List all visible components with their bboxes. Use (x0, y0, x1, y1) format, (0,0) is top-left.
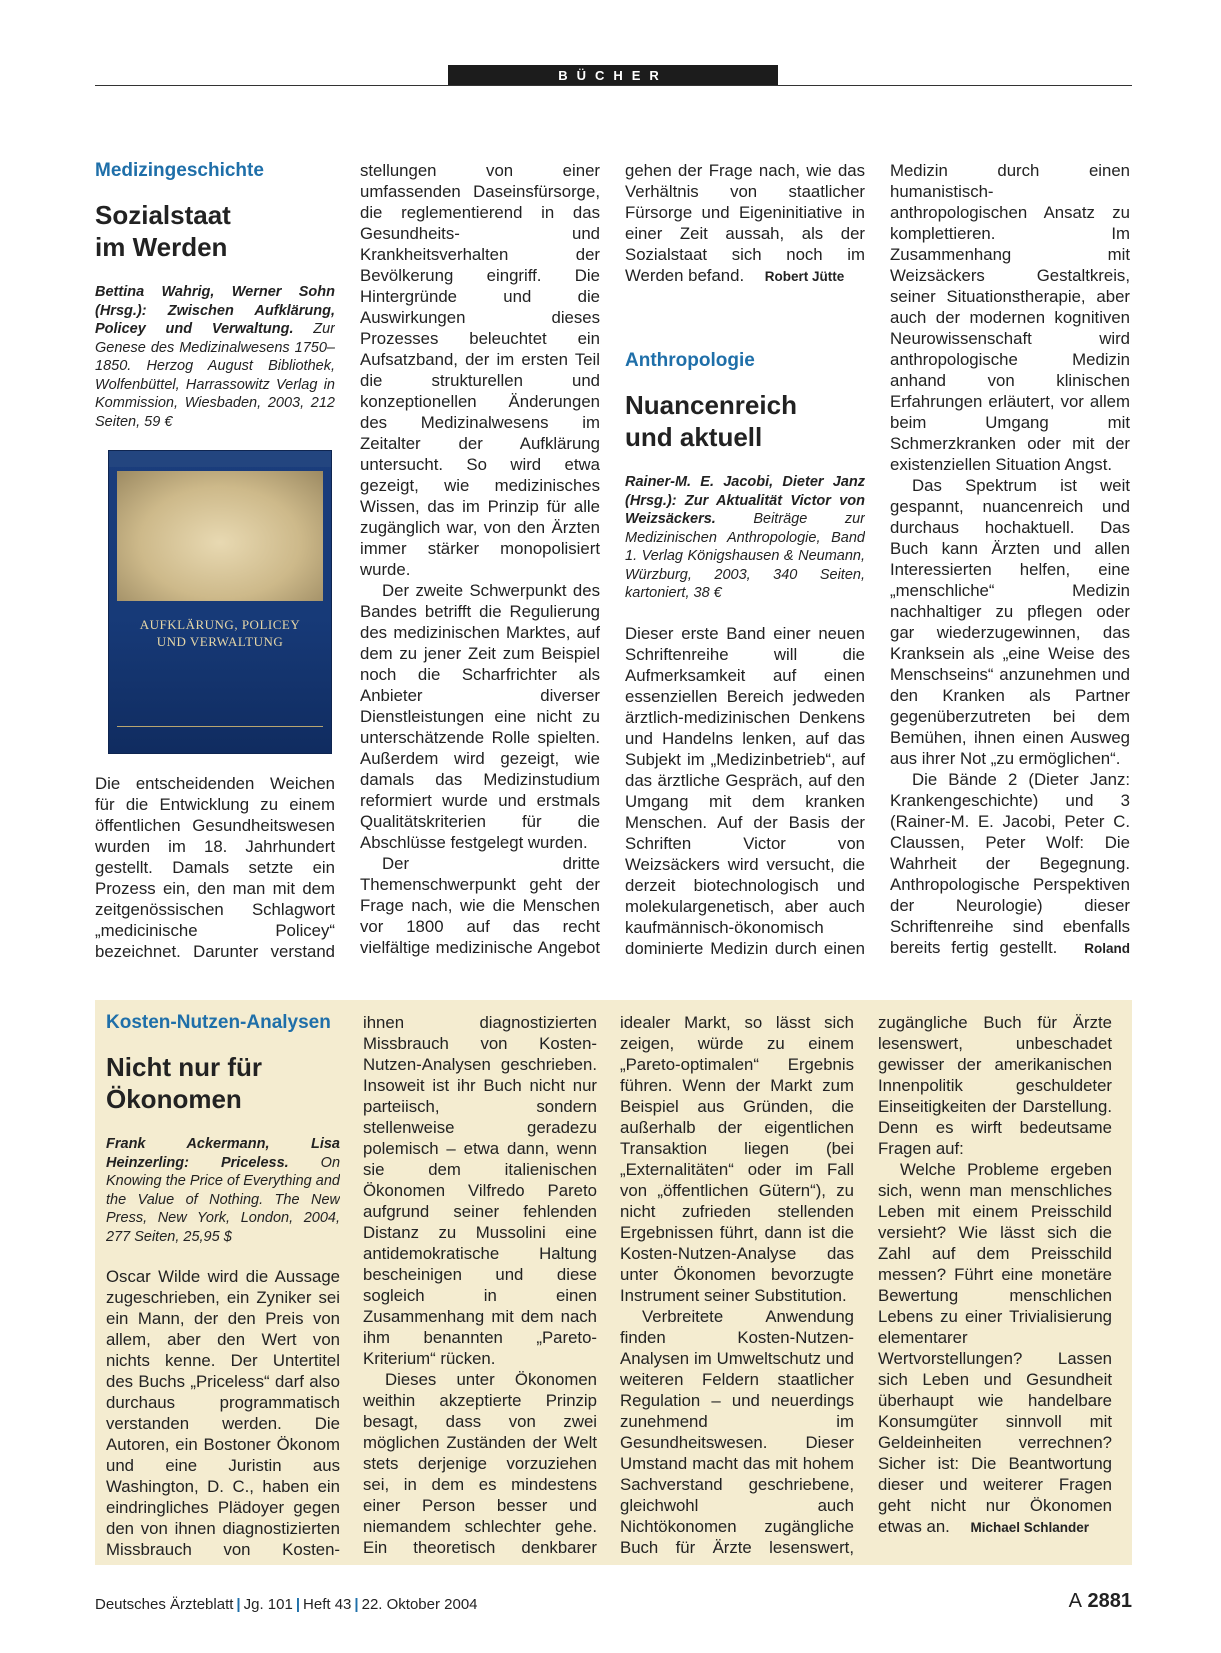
article3-title: Nicht nur für Ökonomen (106, 1052, 262, 1114)
article2-title: Nuancenreich und aktuell (625, 390, 797, 452)
article3-kicker: Kosten-Nutzen-Analysen (106, 1012, 331, 1033)
article3-paragraph: Welche Probleme ergeben sich, wenn man menschliches Leben mit einem Preisschild versieht? Wie lässt sich die Zahl auf dem Preisschild messen? Führt eine monetäre Bewertung menschlichen Lebens zu einer Trivialisierung elementarer Wertvorstellungen? Lassen sich Leben und Gesundheit überhaupt wie handelbare Konsumgüter sinnvoll mit Geldeinheiten verrechnen? Sicher ist: Die Beantwortung dieser und weiterer Fragen geht nicht nur Ökonomen etwas an. Michael Schlander (878, 1160, 1112, 1536)
article2-bibliography: Rainer-M. E. Jacobi, Dieter Janz (Hrsg.): Zur Aktualität Victor von Weizsäckers. Beiträge zur Medizinischen Anthropologie, Band 1. Verlag Königshausen & Neumann, Würzburg, 2003, 340 Seiten, kartoniert, 38 € (625, 474, 865, 601)
article3-paragraph: Oscar Wilde wird die Aussage zugeschrieben, ein Zyniker sei ein Mann, der den Preis von allem, aber den Wert von nichts kenne. Der Untertitel des Buchs „Priceless“ darf also durchaus programmatisch verstanden werden. Die Autoren, ein Bostoner Ökonom und eine Juristin aus Washington, D. C., haben ein eindringliches Plädoyer gegen den von ihnen diagnostizierten Missbrauch von Kosten- (106, 1267, 340, 1557)
article3-bibliography: Frank Ackermann, Lisa Heinzerling: Priceless. On Knowing the Price of Everything and the Value of Nothing. The New Press, New York, London, 2004, 277 Seiten, 25,95 $ (106, 1136, 340, 1245)
article3-column4 (878, 1012, 1112, 1557)
article1-column1 (95, 160, 335, 960)
cover-illustration (117, 471, 323, 601)
article3-paragraph: ihnen diagnostizierten Missbrauch von Kosten-Nutzen-Analysen geschrieben. Insoweit ist ihr Buch nicht nur parteiisch, sondern stellenweise geradezu polemisch – etwa dann, wenn sie dem italienischen Ökonomen Vilfredo Pareto aufgrund seiner fehlenden Distanz zu Mussolini eine antidemokratische Haltung bescheinigen und diese sogleich in einen Zusammenhang mit dem nach ihm benannten „Pareto-Kriterium“ rücken. (363, 1013, 597, 1368)
article1-column2 (360, 160, 600, 960)
article1-title: Sozialstaat im Werden (95, 200, 231, 262)
journal-volume: Jg. 101 (243, 1596, 293, 1613)
cover-band (109, 451, 331, 467)
page-footer (95, 1590, 1132, 1620)
article1-bibliography: Bettina Wahrig, Werner Sohn (Hrsg.): Zwischen Aufklärung, Policey und Verwaltung. Zur Genese des Medizinalwesens 1750–1850. Herzog August Bibliothek, Wolfenbüttel, Harrassowitz Verlag in Kommission, Wiesbaden, 2003, 212 Seiten, 59 € (95, 284, 335, 430)
article3-column2 (363, 1012, 597, 1557)
top-rule (95, 85, 1132, 86)
footer-citation: Deutsches Ärzteblatt | Jg. 101 | Heft 43 | 22. Oktober 2004 (95, 1596, 478, 1613)
book-cover-image (109, 451, 331, 753)
article3-paragraph: Verbreitete Anwendung finden Kosten-Nutzen-Analysen im Umweltschutz und weiteren Feldern staatlicher Regulation – und neuerdings zunehmend im Gesundheitswesen. Dieser Umstand macht das mit hohem Sachverstand geschriebene, gleichwohl auch Nichtökonomen zugängliche Buch für Ärzte lesenswert, (620, 1307, 854, 1557)
cover-footer-line (117, 726, 323, 737)
article2-paragraph: Dieser erste Band einer neuen Schriftenreihe will die Aufmerksamkeit auf einen essenziellen Bereich jedweden ärztlich-medizinischen Denkens und Handelns lenken, auf das Subjekt im „Medizinbetrieb“, auf das ärztliche Gespräch, auf den Umgang mit dem kranken Menschen. Auf der Basis der Schriften Victor von Weizsäckers wird versucht, die derzeit biotechnologisch und molekulargenetisch, aber auch kaufmännisch-ökonomisch dominierte Medizin durch einen (625, 623, 865, 958)
journal-issue: Heft 43 (303, 1596, 352, 1613)
article1-paragraph: stellungen von einer umfassenden Daseinsfürsorge, die reglementierend in das Gesundheits- und Krankheitsverhalten der Bevölkerung eingriff. Die Hintergründe und die Auswirkungen dieses Prozesses beleuchtet ein Aufsatzband, der im ersten Teil die strukturellen und konzeptionellen Änderungen des Medizinalwesens im Zeitalter der Aufklärung untersucht. So wird etwa gezeigt, wie medizinisches Wissen, das im Prinzip für alle zugänglich war, von den Ärzten immer stärker monopolisiert wurde. (360, 161, 600, 579)
article1-paragraph: Der dritte Themenschwerpunkt geht der Frage nach, wie die Menschen vor 1800 auf das recht vielfältige medizinische Angebot (360, 854, 600, 957)
article3-author: Michael Schlander (970, 1520, 1090, 1535)
cover-title: AUFKLÄRUNG, POLICEY UND VERWALTUNG (139, 617, 301, 649)
article1-paragraph: Der zweite Schwerpunkt des Bandes betrifft die Regulierung des medizinischen Marktes, auf dem zu jener Zeit zum Beispiel noch die Scharfrichter als Anbieter diverser Dienstleistungen eine nicht zu unterschätzende Rolle spielten. Außerdem wird gezeigt, wie damals das Medizinstudium reformiert wurde und erstmals Qualitätskriterien für die Abschlüsse festgelegt wurden. (360, 581, 600, 852)
section-header (448, 65, 778, 86)
article2-paragraph: Medizin durch einen humanistisch-anthropologischen Ansatz zu komplettieren. Im Zusammenhang mit Weizsäckers Gestaltkreis, seiner Situationstherapie, aber auch der modernen kognitiven Neurowissenschaft wird anthropologische Medizin anhand von klinischen Erfahrungen erläutert, vor allem beim Umgang mit Schmerzkranken oder mit der existenziellen Situation Angst. (890, 161, 1130, 474)
journal-date: 22. Oktober 2004 (361, 1596, 478, 1613)
page-number: A 2881 (1068, 1590, 1132, 1612)
article2-kicker: Anthropologie (625, 350, 755, 371)
article2-paragraph: Das Spektrum ist weit gespannt, nuancenreich und durchaus hochaktuell. Das Buch kann Ärzten und allen Interessierten helfen, eine „menschliche“ Medizin nachhaltiger zu pflegen oder gar wiederzugewinnen, das Kranksein als „eine Weise des Menschseins“ anzunehmen und den Kranken als Partner gegenüberzutreten bei dem Bemühen, ihnen einen Ausweg aus ihrer Not „zu ermöglichen“. (890, 476, 1130, 768)
article1-kicker: Medizingeschichte (95, 160, 264, 181)
section-title: BÜCHER (558, 68, 668, 83)
article3-paragraph: Dieses unter Ökonomen weithin akzeptierte Prinzip besagt, dass von zwei möglichen Zuständen der Welt stets derjenige vorzuziehen sei, in dem es mindestens einer Person besser und niemandem schlechter gehe. Ein theoretisch denkbarer (363, 1370, 597, 1557)
article1-paragraph-end: gehen der Frage nach, wie das Verhältnis von staatlicher Fürsorge und Eigeninitiative in einer Zeit aussah, als der Sozialstaat sich noch im Werden befand. Robert Jütte (625, 161, 865, 285)
article2-column3 (625, 350, 865, 960)
article1-paragraph: Die entscheidenden Weichen für die Entwicklung zu einem öffentlichen Gesundheitswesen wurden im 18. Jahrhundert gestellt. Damals setzte ein Prozess ein, den man mit dem zeitgenössischen Schlagwort „medicinische Policey“ bezeichnet. Darunter verstand (95, 774, 335, 960)
article1-column3 (625, 160, 865, 300)
article3-column1 (106, 1012, 340, 1557)
journal-name: Deutsches Ärzteblatt (95, 1596, 234, 1613)
article1-author: Robert Jütte (764, 269, 845, 284)
article2-column4 (890, 160, 1130, 960)
article2-author: Roland (1084, 941, 1130, 956)
article3-paragraph: zugängliche Buch für Ärzte lesenswert, unbeschadet gewisser der amerikanischen Innenpolitik geschuldeter Einseitigkeiten der Darstellung. Denn es wirft bedeutsame Fragen auf: (878, 1013, 1112, 1158)
article3-paragraph: idealer Markt, so lässt sich zeigen, würde zu einem „Pareto-optimalen“ Ergebnis führen. Wenn der Markt zum Beispiel aus Gründen, die außerhalb der eigentlichen Transaktion liegen (bei „Externalitäten“ oder im Fall von „öffentlichen Gütern“), zu nicht zufrieden stellenden Ergebnissen führt, dann ist die Kosten-Nutzen-Analyse das unter Ökonomen bevorzugte Instrument seiner Substitution. (620, 1013, 854, 1305)
article3-column3 (620, 1012, 854, 1557)
article2-paragraph: Die Bände 2 (Dieter Janz: Krankengeschichte) und 3 (Rainer-M. E. Jacobi, Peter C. Claussen, Peter Wolf: Die Wahrheit der Begegnung. Anthropologische Perspektiven der Neurologie) dieser Schriftenreihe sind ebenfalls bereits fertig gestellt. Roland (890, 769, 1130, 960)
